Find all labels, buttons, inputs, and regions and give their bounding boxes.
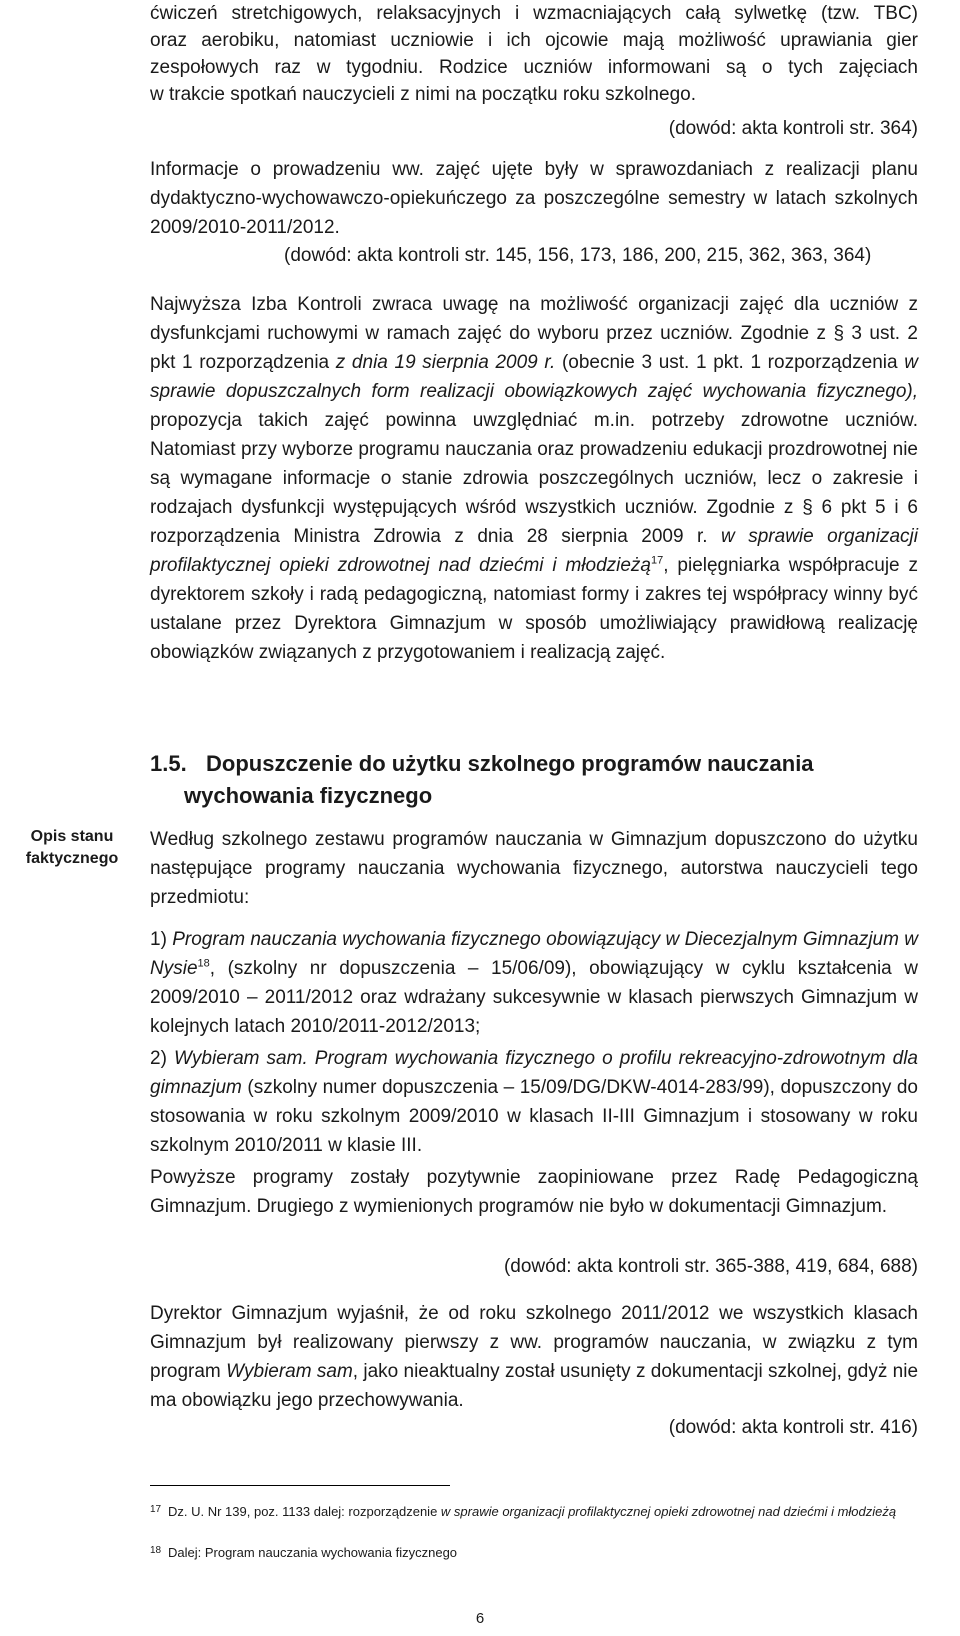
evidence-note-programs: (dowód: akta kontroli str. 365-388, 419, 684, 688) (503, 1256, 918, 1277)
evidence-note-416: (dowód: akta kontroli str. 416) (668, 1417, 918, 1438)
director-paragraph: Dyrektor Gimnazjum wyjaśnił, że od roku szkolnego 2011/2012 we wszystkich klasach Gimnazjum był realizowany pierwszy z ww. programów nauczania, w związku z tym program Wybieram sam, jako nieaktualny został usunięty z dokumentacji szkolnej, gdyż nie ma obowiązku jego przechowywania. (150, 1303, 919, 1411)
top-paragraph-line-4: w trakcie spotkań nauczycieli z nimi na początku roku szkolnego. (150, 84, 696, 105)
top-paragraph-line-3: zespołowych raz w tygodniu. Rodzice uczniów informowani są o tych zajęciach (150, 57, 918, 78)
footnote-separator (150, 1485, 450, 1486)
section-heading: 1.5. Dopuszczenie do użytku szkolnego programów nauczania wychowania fizycznego (150, 751, 814, 808)
footnote-18: 18 Dalej: Program nauczania wychowania fizycznego (150, 1545, 458, 1560)
top-paragraph-line-2: oraz aerobiku, natomiast uczniowie i ich ojcowie mają możliwość uprawiania gier (150, 30, 918, 51)
page-number: 6 (475, 1610, 485, 1627)
program-item-1: 1) Program nauczania wychowania fizycznego obowiązujący w Diecezjalnym Gimnazjum w Nysie$^{18}$, (szkolny nr dopuszczenia – 15/06/09), obowiązujący w cyklu kształcenia w 2009/2010 – 2011/2012 oraz wdrażany sukcesywnie w klasach pierwszych Gimnazjum w kolejnych latach 2010/2011-2012/2013; (150, 929, 918, 1037)
top-paragraph-line-1: ćwiczeń stretchigowych, relaksacyjnych i wzmacniających całą sylwetkę (tzw. TBC) (150, 3, 918, 24)
footnote-17: 17 Dz. U. Nr 139, poz. 1133 dalej: rozporządzenie w sprawie organizacji profilaktycznej opieki zdrowotnej nad dziećmi i młodzieżą (150, 1504, 897, 1519)
program-item-2: 2) Wybieram sam. Program wychowania fizycznego o profilu rekreacyjno-zdrowotnym dla gimnazjum (szkolny numer dopuszczenia – 15/09/DG/DKW-4014-283/99), dopuszczony do stosowania w roku szkolnym 2009/2010 w klasach II-III Gimnazjum i stosowany w roku szkolnym 2010/2011 w klasie III. (150, 1048, 918, 1156)
evidence-note-multi: (dowód: akta kontroli str. 145, 156, 173, 186, 200, 215, 362, 363, 364) (284, 245, 872, 266)
nik-remark-paragraph: Najwyższa Izba Kontroli zwraca uwagę na możliwość organizacji zajęć dla uczniów z dysfunkcjami ruchowymi w ramach zajęć do wyboru przez uczniów. Zgodnie z § 3 ust. 2 pkt 1 rozporządzenia z dnia 19 sierpnia 2009 r. (obecnie 3 ust. 1 pkt. 1 rozporządzenia w sprawie dopuszczalnych form realizacji obowiązkowych zajęć wychowania fizycznego), propozycja takich zajęć powinna uwzględniać m.in. potrzeby zdrowotne uczniów. Natomiast przy wyborze programu nauczania oraz prowadzeniu edukacji prozdrowotnej nie są wymagane informacje o stanie zdrowia poszczególnych uczniów, lecz o zakresie i rodzajach dysfunkcji występujących wśród wszystkich uczniów. Zgodnie z § 6 pkt 5 i 6 rozporządzenia Ministra Zdrowia z dnia 28 sierpnia 2009 r. w sprawie organizacji profilaktycznej opieki zdrowotnej nad dziećmi i młodzieżą$^{17}$, pielęgniarka współpracuje z dyrektorem szkoły i radą pedagogiczną, natomiast formy i zakres tej współpracy winny być ustalane przez Dyrektora Gimnazjum w sposób umożliwiający prawidłową realizację obowiązków związanych z przygotowaniem i realizacją zajęć. (150, 294, 918, 663)
info-paragraph: Informacje o prowadzeniu ww. zajęć ujęte były w sprawozdaniach z realizacji planu dydaktyczno-wychowawczo-opiekuńczego za poszczególne semestry w latach szkolnych 2009/2010-2011/2012. (150, 159, 918, 238)
side-label: Opis stanu faktycznego (25, 828, 119, 867)
evidence-note-364: (dowód: akta kontroli str. 364) (668, 118, 918, 139)
intro-paragraph: Według szkolnego zestawu programów nauczania w Gimnazjum dopuszczono do użytku następujące programy nauczania wychowania fizycznego, autorstwa nauczycieli tego przedmiotu: (150, 829, 918, 908)
positive-opinion-paragraph: Powyższe programy zostały pozytywnie zaopiniowane przez Radę Pedagogiczną Gimnazjum. Drugiego z wymienionych programów nie było w dokumentacji Gimnazjum. (150, 1167, 918, 1217)
